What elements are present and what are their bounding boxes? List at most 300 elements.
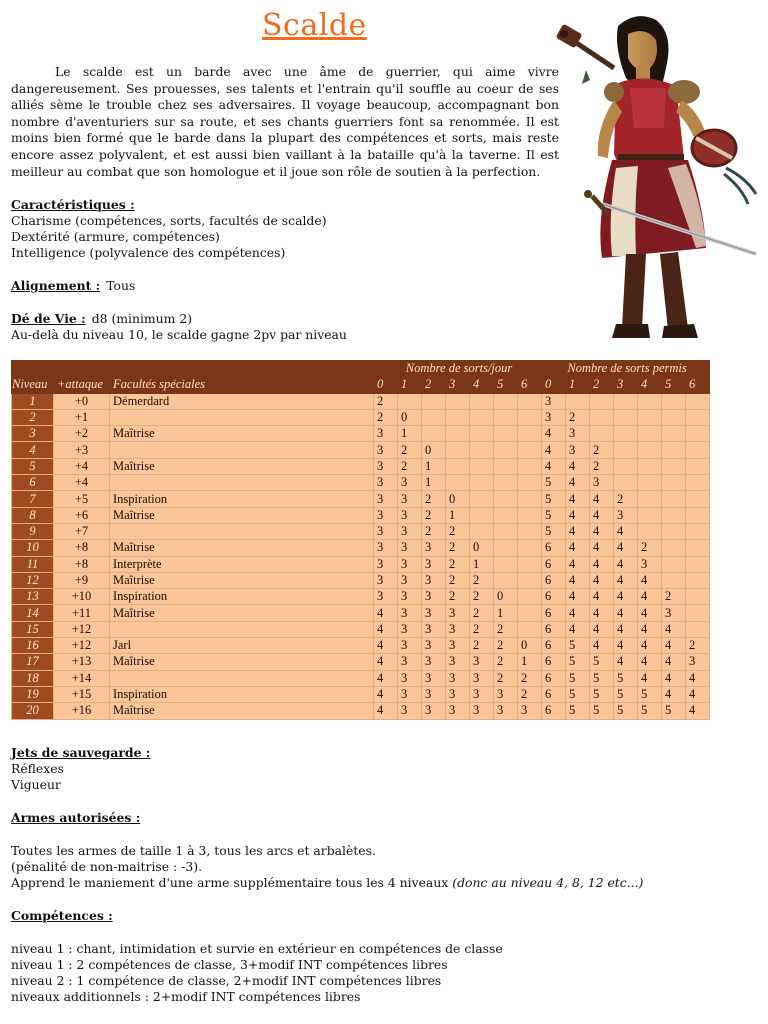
cell-sorts-permis (662, 458, 686, 474)
cell-sorts-permis: 4 (542, 426, 566, 442)
table-body (12, 393, 710, 719)
cell-sorts-jour: 4 (374, 605, 398, 621)
table-row (12, 654, 710, 670)
de-de-vie-heading: Dé de Vie : (11, 311, 86, 326)
cell-sorts-permis (662, 540, 686, 556)
cell-sorts-jour: 2 (422, 507, 446, 523)
cell-sorts-jour (518, 442, 542, 458)
cell-niveau: 10 (12, 540, 54, 556)
cell-sorts-permis (566, 393, 590, 409)
cell-sorts-permis: 4 (566, 507, 590, 523)
alignement-line (11, 278, 135, 293)
cell-niveau: 16 (12, 638, 54, 654)
cell-sorts-permis: 4 (614, 605, 638, 621)
cell-sorts-permis: 6 (542, 654, 566, 670)
cell-faculte: Démerdard (110, 393, 374, 409)
header-facultes: Facultés spéciales (110, 377, 374, 393)
cell-sorts-permis (662, 523, 686, 539)
cell-sorts-jour: 2 (494, 670, 518, 686)
cell-sorts-permis: 4 (590, 540, 614, 556)
cell-sorts-jour (494, 458, 518, 474)
cell-faculte: Maîtrise (110, 703, 374, 719)
cell-sorts-jour: 2 (446, 523, 470, 539)
cell-sorts-permis (686, 556, 710, 572)
cell-sorts-permis: 3 (542, 393, 566, 409)
cell-sorts-permis: 4 (638, 605, 662, 621)
jets-heading: Jets de sauvegarde : (11, 745, 151, 760)
cell-niveau: 20 (12, 703, 54, 719)
cell-sorts-jour: 2 (446, 572, 470, 588)
table-row (12, 703, 710, 719)
cell-sorts-jour: 3 (398, 523, 422, 539)
cell-sorts-permis (662, 409, 686, 425)
cell-niveau: 12 (12, 572, 54, 588)
cell-sorts-jour: 3 (446, 621, 470, 637)
cell-sorts-permis (686, 540, 710, 556)
cell-sorts-jour (518, 572, 542, 588)
cell-sorts-jour (518, 589, 542, 605)
cell-sorts-permis (614, 442, 638, 458)
cell-sorts-jour: 3 (374, 540, 398, 556)
header-spell-level-permis: 6 (686, 377, 710, 393)
cell-sorts-jour (422, 409, 446, 425)
cell-sorts-jour (494, 507, 518, 523)
cell-attaque: +14 (54, 670, 110, 686)
cell-sorts-permis (686, 491, 710, 507)
cell-sorts-permis: 6 (542, 589, 566, 605)
cell-sorts-jour: 4 (374, 686, 398, 702)
cell-sorts-jour: 3 (422, 556, 446, 572)
cell-sorts-jour (518, 605, 542, 621)
cell-sorts-jour: 2 (422, 491, 446, 507)
cell-attaque: +7 (54, 523, 110, 539)
cell-sorts-jour (422, 393, 446, 409)
cell-sorts-permis: 4 (638, 670, 662, 686)
cell-attaque: +10 (54, 589, 110, 605)
competence-item: niveau 1 : 2 compétences de classe, 3+modif INT compétences libres (11, 957, 448, 972)
cell-sorts-permis: 4 (566, 605, 590, 621)
cell-sorts-jour (470, 409, 494, 425)
cell-sorts-jour (518, 475, 542, 491)
cell-sorts-permis: 4 (542, 458, 566, 474)
cell-sorts-jour: 3 (398, 670, 422, 686)
cell-sorts-permis: 5 (566, 654, 590, 670)
cell-sorts-jour: 2 (470, 638, 494, 654)
cell-sorts-jour: 3 (470, 703, 494, 719)
cell-sorts-permis: 4 (638, 589, 662, 605)
cell-niveau: 3 (12, 426, 54, 442)
table-row (12, 442, 710, 458)
header-spell-level-permis: 5 (662, 377, 686, 393)
cell-sorts-jour: 4 (374, 654, 398, 670)
cell-sorts-permis (638, 475, 662, 491)
cell-sorts-jour (446, 458, 470, 474)
cell-sorts-jour: 3 (446, 670, 470, 686)
cell-faculte (110, 670, 374, 686)
armes-line: Toutes les armes de taille 1 à 3, tous les arcs et arbalètes. (11, 843, 376, 858)
header-spell-level-jour: 6 (518, 377, 542, 393)
table-row (12, 523, 710, 539)
cell-faculte: Inspiration (110, 686, 374, 702)
armes-line-last (11, 875, 643, 890)
cell-sorts-jour: 2 (494, 638, 518, 654)
header-spell-level-permis: 4 (638, 377, 662, 393)
cell-sorts-jour (494, 491, 518, 507)
cell-sorts-permis: 4 (638, 638, 662, 654)
cell-niveau: 7 (12, 491, 54, 507)
cell-sorts-permis: 4 (638, 621, 662, 637)
cell-sorts-jour: 2 (446, 540, 470, 556)
cell-sorts-permis (614, 409, 638, 425)
cell-sorts-jour (446, 475, 470, 491)
cell-sorts-permis (686, 605, 710, 621)
cell-sorts-jour (470, 442, 494, 458)
cell-sorts-permis: 5 (542, 523, 566, 539)
cell-faculte: Maîtrise (110, 507, 374, 523)
cell-sorts-permis: 6 (542, 686, 566, 702)
cell-sorts-jour: 3 (374, 523, 398, 539)
armes-last-text: Apprend le maniement d'une arme supplémentaire tous les 4 niveaux (11, 875, 449, 890)
cell-sorts-jour (494, 442, 518, 458)
cell-sorts-jour (470, 491, 494, 507)
cell-sorts-permis: 2 (614, 491, 638, 507)
cell-sorts-jour: 2 (374, 393, 398, 409)
cell-sorts-permis: 5 (662, 703, 686, 719)
cell-niveau: 1 (12, 393, 54, 409)
cell-attaque: +12 (54, 621, 110, 637)
cell-sorts-permis: 4 (638, 654, 662, 670)
cell-sorts-jour: 3 (422, 638, 446, 654)
cell-sorts-jour: 2 (470, 605, 494, 621)
cell-sorts-jour (470, 507, 494, 523)
cell-sorts-permis: 3 (638, 556, 662, 572)
cell-sorts-permis: 4 (590, 589, 614, 605)
cell-sorts-jour: 1 (422, 475, 446, 491)
cell-sorts-jour: 3 (422, 670, 446, 686)
de-de-vie-line (11, 311, 192, 326)
cell-sorts-jour: 2 (398, 458, 422, 474)
cell-sorts-permis: 4 (566, 621, 590, 637)
cell-sorts-jour: 2 (422, 523, 446, 539)
progression-table (11, 360, 710, 720)
cell-sorts-permis (686, 475, 710, 491)
cell-sorts-permis: 2 (590, 458, 614, 474)
cell-sorts-permis (662, 572, 686, 588)
cell-niveau: 14 (12, 605, 54, 621)
cell-faculte: Maîtrise (110, 458, 374, 474)
cell-attaque: +3 (54, 442, 110, 458)
cell-sorts-permis: 4 (662, 621, 686, 637)
cell-sorts-jour (422, 426, 446, 442)
cell-sorts-permis: 4 (638, 572, 662, 588)
cell-sorts-jour: 3 (422, 605, 446, 621)
cell-niveau: 2 (12, 409, 54, 425)
cell-sorts-permis: 5 (566, 703, 590, 719)
cell-sorts-jour (518, 458, 542, 474)
cell-sorts-permis: 4 (590, 507, 614, 523)
cell-sorts-jour: 3 (446, 605, 470, 621)
header-spell-level-jour: 3 (446, 377, 470, 393)
cell-sorts-jour: 3 (374, 458, 398, 474)
cell-sorts-permis (686, 426, 710, 442)
cell-sorts-jour: 3 (398, 638, 422, 654)
cell-sorts-permis: 5 (566, 638, 590, 654)
cell-sorts-permis: 6 (542, 556, 566, 572)
cell-sorts-permis (686, 621, 710, 637)
cell-sorts-jour: 3 (398, 703, 422, 719)
cell-sorts-jour (470, 393, 494, 409)
lute-icon (556, 24, 614, 84)
cell-faculte: Maîtrise (110, 426, 374, 442)
cell-sorts-jour: 4 (374, 638, 398, 654)
table-row (12, 458, 710, 474)
cell-sorts-permis (662, 556, 686, 572)
cell-sorts-jour: 3 (374, 507, 398, 523)
cell-sorts-jour: 2 (518, 686, 542, 702)
cell-faculte: Jarl (110, 638, 374, 654)
cell-sorts-permis (638, 491, 662, 507)
cell-sorts-permis: 4 (614, 589, 638, 605)
scalde-portrait-image (556, 8, 764, 348)
cell-sorts-permis: 5 (614, 670, 638, 686)
cell-sorts-jour (518, 621, 542, 637)
cell-attaque: +5 (54, 491, 110, 507)
cell-sorts-permis: 2 (686, 638, 710, 654)
cell-sorts-jour: 3 (470, 670, 494, 686)
cell-sorts-jour: 3 (422, 703, 446, 719)
table-row (12, 605, 710, 621)
cell-faculte: Maîtrise (110, 654, 374, 670)
cell-sorts-permis: 4 (590, 572, 614, 588)
caracteristique-item: Intelligence (polyvalence des compétences) (11, 245, 286, 260)
cell-sorts-jour: 3 (518, 703, 542, 719)
cell-sorts-jour (494, 523, 518, 539)
header-spell-level-jour: 0 (374, 377, 398, 393)
cell-sorts-permis: 2 (566, 409, 590, 425)
cell-attaque: +1 (54, 409, 110, 425)
cell-sorts-permis: 4 (662, 670, 686, 686)
alignement-value: Tous (106, 278, 136, 293)
shield-icon (692, 130, 736, 166)
cell-sorts-jour: 0 (494, 589, 518, 605)
header-sorts-permis: Nombre de sorts permis (542, 361, 710, 377)
cell-sorts-jour (518, 507, 542, 523)
cell-attaque: +11 (54, 605, 110, 621)
cell-sorts-permis (662, 442, 686, 458)
cell-sorts-jour (518, 556, 542, 572)
header-spell-level-jour: 2 (422, 377, 446, 393)
cell-attaque: +4 (54, 475, 110, 491)
cell-sorts-permis: 4 (566, 458, 590, 474)
cell-sorts-jour: 4 (374, 670, 398, 686)
cell-sorts-jour: 3 (422, 540, 446, 556)
alignement-heading: Alignement : (11, 278, 101, 293)
cell-sorts-jour: 3 (422, 572, 446, 588)
header-spell-level-permis: 3 (614, 377, 638, 393)
table-row (12, 621, 710, 637)
cell-sorts-permis: 4 (542, 442, 566, 458)
competence-item: niveaux additionnels : 2+modif INT compétences libres (11, 989, 361, 1004)
cell-sorts-permis (638, 426, 662, 442)
cell-sorts-jour: 2 (470, 621, 494, 637)
cell-sorts-permis (638, 409, 662, 425)
cell-sorts-permis: 4 (590, 556, 614, 572)
cell-sorts-permis: 4 (614, 523, 638, 539)
competence-item: niveau 1 : chant, intimidation et survie en extérieur en compétences de classe (11, 941, 503, 956)
cell-sorts-permis (614, 426, 638, 442)
cell-sorts-jour (494, 409, 518, 425)
armes-heading: Armes autorisées : (11, 810, 141, 825)
cell-sorts-permis (590, 409, 614, 425)
cell-sorts-permis: 4 (614, 621, 638, 637)
cell-sorts-permis (686, 458, 710, 474)
cell-attaque: +13 (54, 654, 110, 670)
cell-sorts-permis: 6 (542, 572, 566, 588)
cell-sorts-jour: 4 (374, 621, 398, 637)
cell-attaque: +6 (54, 507, 110, 523)
header-spell-level-permis: 1 (566, 377, 590, 393)
cell-sorts-jour (470, 523, 494, 539)
cell-sorts-permis (638, 393, 662, 409)
cell-sorts-permis: 4 (590, 605, 614, 621)
cell-sorts-permis (638, 523, 662, 539)
cell-sorts-jour: 3 (398, 475, 422, 491)
cell-faculte (110, 442, 374, 458)
cell-sorts-jour: 2 (374, 409, 398, 425)
cell-sorts-jour (494, 475, 518, 491)
cell-sorts-jour: 3 (446, 654, 470, 670)
cell-sorts-jour (446, 426, 470, 442)
cell-sorts-permis: 5 (590, 670, 614, 686)
cell-sorts-permis: 4 (566, 523, 590, 539)
armes-line: (pénalité de non-maitrise : -3). (11, 859, 203, 874)
cell-sorts-permis: 4 (614, 572, 638, 588)
cell-sorts-permis: 5 (638, 703, 662, 719)
cell-sorts-permis: 6 (542, 703, 566, 719)
cell-niveau: 5 (12, 458, 54, 474)
cell-niveau: 18 (12, 670, 54, 686)
cell-sorts-permis: 5 (566, 686, 590, 702)
cell-sorts-jour: 1 (470, 556, 494, 572)
cell-sorts-jour: 3 (398, 589, 422, 605)
cell-sorts-permis: 4 (614, 654, 638, 670)
cell-sorts-jour: 2 (470, 589, 494, 605)
cell-sorts-jour: 3 (422, 654, 446, 670)
table-row (12, 393, 710, 409)
header-spell-level-jour: 4 (470, 377, 494, 393)
cell-sorts-jour: 3 (494, 686, 518, 702)
cell-sorts-permis: 3 (542, 409, 566, 425)
cell-faculte: Maîtrise (110, 605, 374, 621)
header-spell-level-jour: 5 (494, 377, 518, 393)
cell-faculte: Maîtrise (110, 572, 374, 588)
cell-sorts-jour (446, 442, 470, 458)
cell-sorts-permis: 4 (686, 670, 710, 686)
cell-sorts-jour: 3 (446, 638, 470, 654)
cell-sorts-permis: 2 (590, 442, 614, 458)
cell-sorts-jour (470, 475, 494, 491)
cell-sorts-permis: 4 (662, 654, 686, 670)
cell-sorts-jour: 3 (374, 491, 398, 507)
cell-sorts-permis: 4 (590, 523, 614, 539)
cell-sorts-permis: 3 (686, 654, 710, 670)
empty-header-cell (110, 361, 374, 377)
cell-sorts-permis: 4 (686, 703, 710, 719)
cell-sorts-permis (614, 475, 638, 491)
cell-sorts-jour (494, 540, 518, 556)
cell-sorts-jour: 2 (446, 556, 470, 572)
cell-sorts-permis (614, 458, 638, 474)
cell-sorts-jour: 0 (422, 442, 446, 458)
cell-faculte (110, 621, 374, 637)
header-spell-level-jour: 1 (398, 377, 422, 393)
cell-sorts-jour: 3 (422, 589, 446, 605)
table-row (12, 670, 710, 686)
cell-sorts-jour (398, 393, 422, 409)
page-title: Scalde (262, 8, 367, 43)
cell-sorts-permis (590, 393, 614, 409)
table-column-header-row (12, 377, 710, 393)
cell-sorts-jour (518, 393, 542, 409)
empty-header-cell (54, 361, 110, 377)
cell-sorts-permis: 5 (590, 654, 614, 670)
cell-niveau: 17 (12, 654, 54, 670)
cell-sorts-jour: 3 (374, 589, 398, 605)
cell-attaque: +8 (54, 540, 110, 556)
cell-sorts-jour (470, 458, 494, 474)
cell-sorts-permis (614, 393, 638, 409)
cell-sorts-jour: 3 (374, 426, 398, 442)
cell-sorts-jour: 4 (374, 703, 398, 719)
cell-sorts-permis (686, 507, 710, 523)
header-niveau: Niveau (12, 377, 54, 393)
cell-attaque: +12 (54, 638, 110, 654)
cell-sorts-jour: 1 (398, 426, 422, 442)
cell-sorts-permis: 5 (590, 686, 614, 702)
cell-sorts-permis: 4 (566, 540, 590, 556)
cell-attaque: +15 (54, 686, 110, 702)
cell-sorts-permis: 5 (590, 703, 614, 719)
cell-sorts-permis (686, 393, 710, 409)
cell-sorts-jour: 3 (374, 475, 398, 491)
table-row (12, 426, 710, 442)
cell-sorts-jour: 3 (398, 605, 422, 621)
cell-sorts-permis (638, 458, 662, 474)
de-de-vie-value: d8 (minimum 2) (91, 311, 193, 326)
table-row (12, 638, 710, 654)
header-sorts-jour: Nombre de sorts/jour (374, 361, 542, 377)
cell-sorts-permis: 3 (566, 426, 590, 442)
cell-sorts-jour: 1 (518, 654, 542, 670)
cell-faculte (110, 475, 374, 491)
cell-faculte: Interprète (110, 556, 374, 572)
cell-niveau: 9 (12, 523, 54, 539)
caracteristiques-heading: Caractéristiques : (11, 197, 135, 212)
cell-sorts-permis: 3 (614, 507, 638, 523)
cell-sorts-jour: 3 (422, 686, 446, 702)
cell-niveau: 13 (12, 589, 54, 605)
cell-sorts-permis: 5 (566, 670, 590, 686)
table-row (12, 475, 710, 491)
cell-sorts-jour: 0 (398, 409, 422, 425)
table-row (12, 507, 710, 523)
competences-heading: Compétences : (11, 908, 113, 923)
table-row (12, 491, 710, 507)
cell-sorts-jour: 3 (374, 572, 398, 588)
cell-niveau: 19 (12, 686, 54, 702)
cell-sorts-permis: 2 (638, 540, 662, 556)
cell-sorts-permis: 6 (542, 621, 566, 637)
